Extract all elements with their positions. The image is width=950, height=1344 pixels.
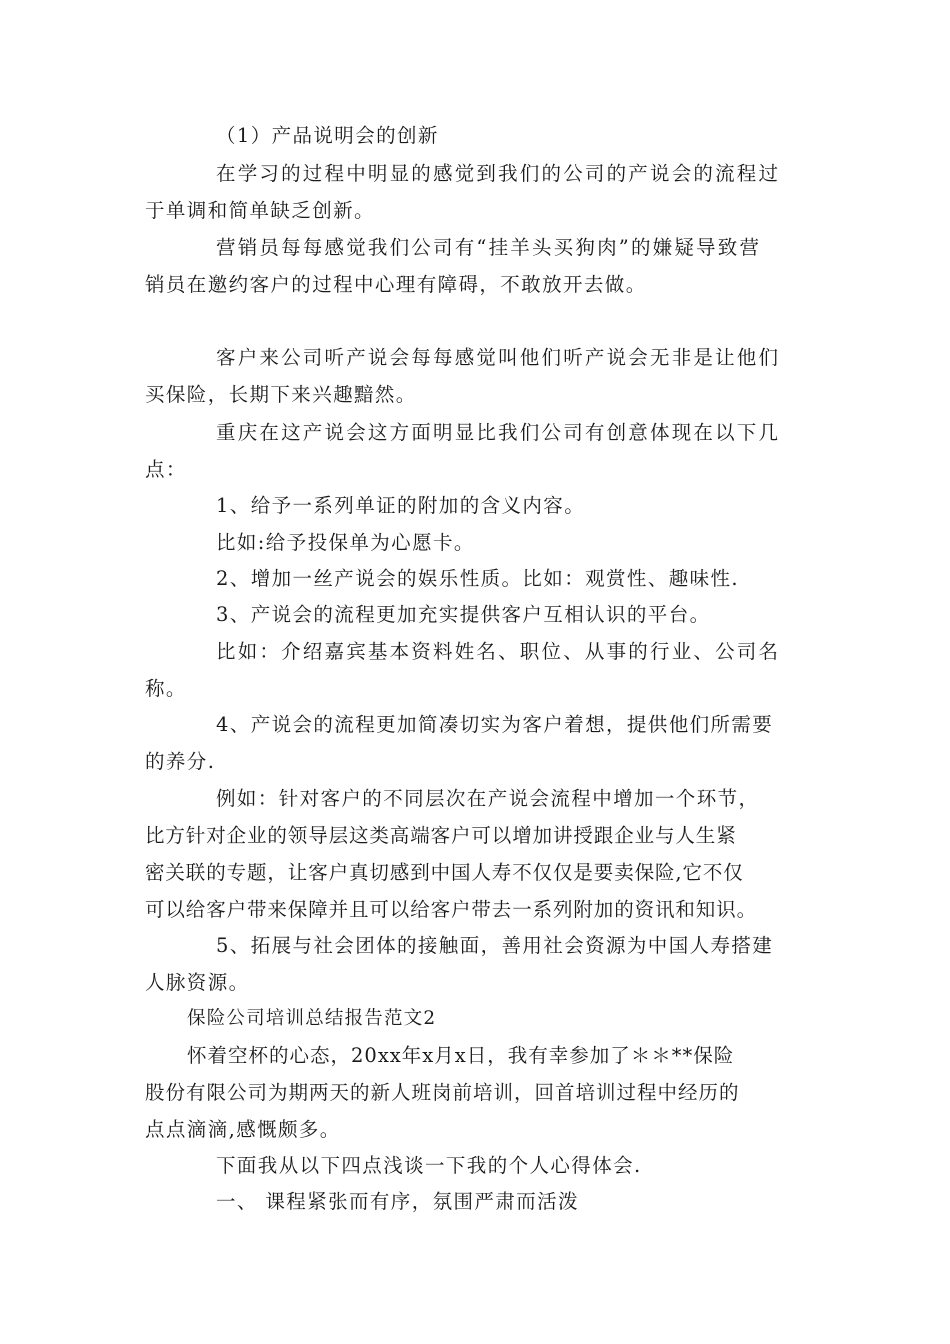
list-item: 2、增加一丝产说会的娱乐性质。比如：观赏性、趣味性. bbox=[216, 567, 740, 590]
paragraph-line: 点点滴滴,感慨颇多。 bbox=[145, 1118, 341, 1141]
paragraph-line: 股份有限公司为期两天的新人班岗前培训，回首培训过程中经历的 bbox=[145, 1081, 740, 1104]
list-item: 1、给予一系列单证的附加的含义内容。 bbox=[216, 494, 586, 517]
section-heading: 一、 课程紧张而有序，氛围严肃而活泼 bbox=[216, 1190, 579, 1213]
paragraph-line: 于单调和简单缺乏创新。 bbox=[145, 199, 375, 222]
paragraph-line: 比如：介绍嘉宾基本资料姓名、职位、从事的行业、公司名 bbox=[216, 640, 781, 663]
paragraph-line: 在学习的过程中明显的感觉到我们的公司的产说会的流程过 bbox=[216, 162, 781, 185]
paragraph-line: 例如：针对客户的不同层次在产说会流程中增加一个环节， bbox=[216, 787, 760, 810]
paragraph-line: 人脉资源。 bbox=[145, 971, 250, 994]
section-heading: （1）产品说明会的创新 bbox=[216, 124, 439, 147]
paragraph-line: 买保险，长期下来兴趣黯然。 bbox=[145, 383, 417, 406]
paragraph-line: 下面我从以下四点浅谈一下我的个人心得体会. bbox=[216, 1154, 642, 1177]
section-title: 保险公司培训总结报告范文2 bbox=[187, 1008, 437, 1029]
paragraph-line: 称。 bbox=[145, 677, 187, 700]
paragraph-line: 销员在邀约客户的过程中心理有障碍，不敢放开去做。 bbox=[145, 273, 647, 296]
paragraph-line: 重庆在这产说会这方面明显比我们公司有创意体现在以下几 bbox=[216, 421, 781, 444]
paragraph-line: 比如:给予投保单为心愿卡。 bbox=[216, 531, 475, 554]
paragraph-line: 营销员每每感觉我们公司有“挂羊头买狗肉”的嫌疑导致营 bbox=[216, 236, 762, 259]
paragraph-line: 可以给客户带来保障并且可以给客户带去一系列附加的资讯和知识。 bbox=[145, 898, 758, 921]
paragraph-line: 比方针对企业的领导层这类高端客户可以增加讲授跟企业与人生紧 bbox=[145, 824, 737, 847]
list-item: 3、产说会的流程更加充实提供客户互相认识的平台。 bbox=[216, 603, 711, 626]
paragraph-line: 的养分. bbox=[145, 750, 216, 773]
paragraph-line: 点： bbox=[145, 458, 187, 481]
list-item: 4、产说会的流程更加简凑切实为客户着想，提供他们所需要 bbox=[216, 713, 774, 736]
paragraph-line: 怀着空杯的心态，20xx年x月x日，我有幸参加了＊＊**保险 bbox=[187, 1044, 735, 1067]
paragraph-line: 密关联的专题，让客户真切感到中国人寿不仅仅是要卖保险,它不仅 bbox=[145, 861, 744, 884]
list-item: 5、拓展与社会团体的接触面，善用社会资源为中国人寿搭建 bbox=[216, 934, 774, 957]
paragraph-line: 客户来公司听产说会每每感觉叫他们听产说会无非是让他们 bbox=[216, 346, 781, 369]
